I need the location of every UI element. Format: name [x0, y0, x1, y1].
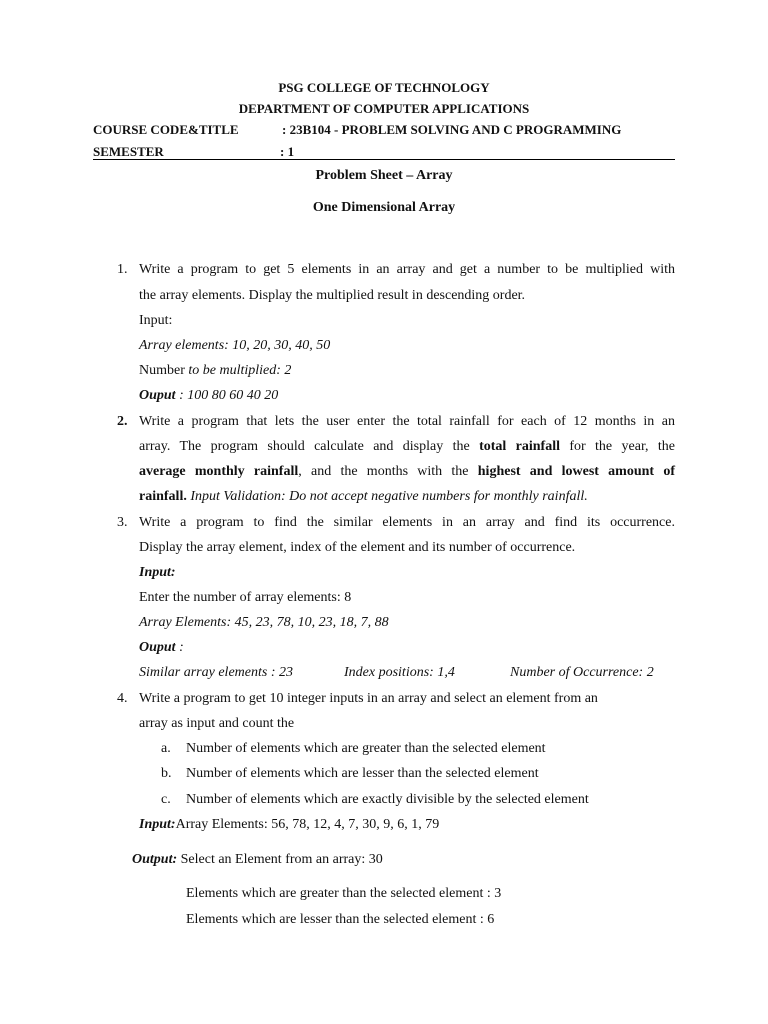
output-label: Ouput	[139, 388, 176, 403]
question-text-line	[139, 439, 675, 455]
question-text-line: array as input and count the	[139, 716, 295, 731]
question-text-line	[139, 464, 675, 480]
question-text-line: Write a program to get 5 elements in an array and get a number to be multiplied with	[139, 262, 675, 277]
enter-count-line: Enter the number of array elements: 8	[139, 590, 352, 605]
question-text-line: the array elements. Display the multiplied result in descending order.	[139, 288, 526, 303]
output-label: Ouput	[139, 640, 176, 655]
list-item-letter: a.	[161, 741, 171, 756]
emphasis-total-rainfall: total rainfall	[479, 439, 560, 454]
output-value: : 100 80 60 40 20	[175, 388, 279, 403]
semester-label: SEMESTER	[93, 144, 164, 159]
course-value: : 23B104 - PROBLEM SOLVING AND C PROGRAMMING	[282, 122, 622, 137]
emphasis-highest-lowest: highest and lowest amount of	[477, 464, 675, 479]
input-value: Array Elements: 56, 78, 12, 4, 7, 30, 9, 6, 1, 79	[175, 817, 440, 832]
header-divider	[93, 159, 675, 160]
question-text-line: Write a program to get 10 integer inputs in an array and select an element from an	[139, 691, 598, 706]
sheet-title: Problem Sheet – Array	[315, 168, 453, 183]
text-span: for the year, the	[559, 439, 676, 454]
question-text-line: Display the array element, index of the element and its number of occurrence.	[139, 540, 576, 555]
array-elements-line: Array elements: 10, 20, 30, 40, 50	[139, 338, 331, 353]
result-greater: Elements which are greater than the selected element : 3	[186, 886, 502, 901]
text-span: array. The program should calculate and display the	[139, 439, 480, 454]
question-number: 1.	[117, 262, 128, 277]
text-span: , and the months with the	[298, 464, 478, 479]
question-text-line: Write a program that lets the user enter the total rainfall for each of 12 months in an	[139, 414, 675, 429]
array-elements-line: Array Elements: 45, 23, 78, 10, 23, 18, 7, 88	[139, 615, 389, 630]
list-item: Number of elements which are greater than the selected element	[186, 741, 546, 756]
department-name: DEPARTMENT OF COMPUTER APPLICATIONS	[238, 101, 530, 116]
question-text-line: Write a program to find the similar elements in an array and find its occurrence.	[139, 515, 675, 530]
result-lesser: Elements which are lesser than the selected element : 6	[186, 912, 495, 927]
output-label: Output:	[132, 852, 178, 867]
emphasis-average-rainfall: average monthly rainfall	[139, 464, 299, 479]
emphasis-rainfall: rainfall.	[139, 489, 187, 504]
question-number: 2.	[117, 414, 128, 429]
list-item: Number of elements which are lesser than the selected element	[186, 766, 539, 781]
question-number: 3.	[117, 515, 128, 530]
input-label: Input:	[139, 565, 176, 580]
course-label: COURSE CODE&TITLE	[93, 122, 239, 137]
input-validation-note: Input Validation: Do not accept negative numbers for monthly rainfall.	[186, 489, 588, 504]
input-label: Input:	[139, 817, 176, 832]
number-prefix: Number	[139, 363, 189, 378]
question-number: 4.	[117, 691, 128, 706]
list-item-letter: c.	[161, 792, 171, 807]
input-label: Input:	[139, 313, 173, 328]
college-name: PSG COLLEGE OF TECHNOLOGY	[278, 80, 490, 95]
semester-value: : 1	[280, 144, 295, 159]
index-positions: Index positions: 1,4	[344, 665, 455, 680]
number-value: to be multiplied: 2	[188, 363, 292, 378]
list-item-letter: b.	[161, 766, 172, 781]
section-title: One Dimensional Array	[312, 200, 456, 215]
occurrence-count: Number of Occurrence: 2	[510, 665, 654, 680]
question-text-line	[139, 489, 588, 505]
output-colon: :	[175, 640, 184, 655]
similar-elements: Similar array elements : 23	[139, 665, 293, 680]
list-item: Number of elements which are exactly divisible by the selected element	[186, 792, 589, 807]
output-value: Select an Element from an array: 30	[177, 852, 383, 867]
